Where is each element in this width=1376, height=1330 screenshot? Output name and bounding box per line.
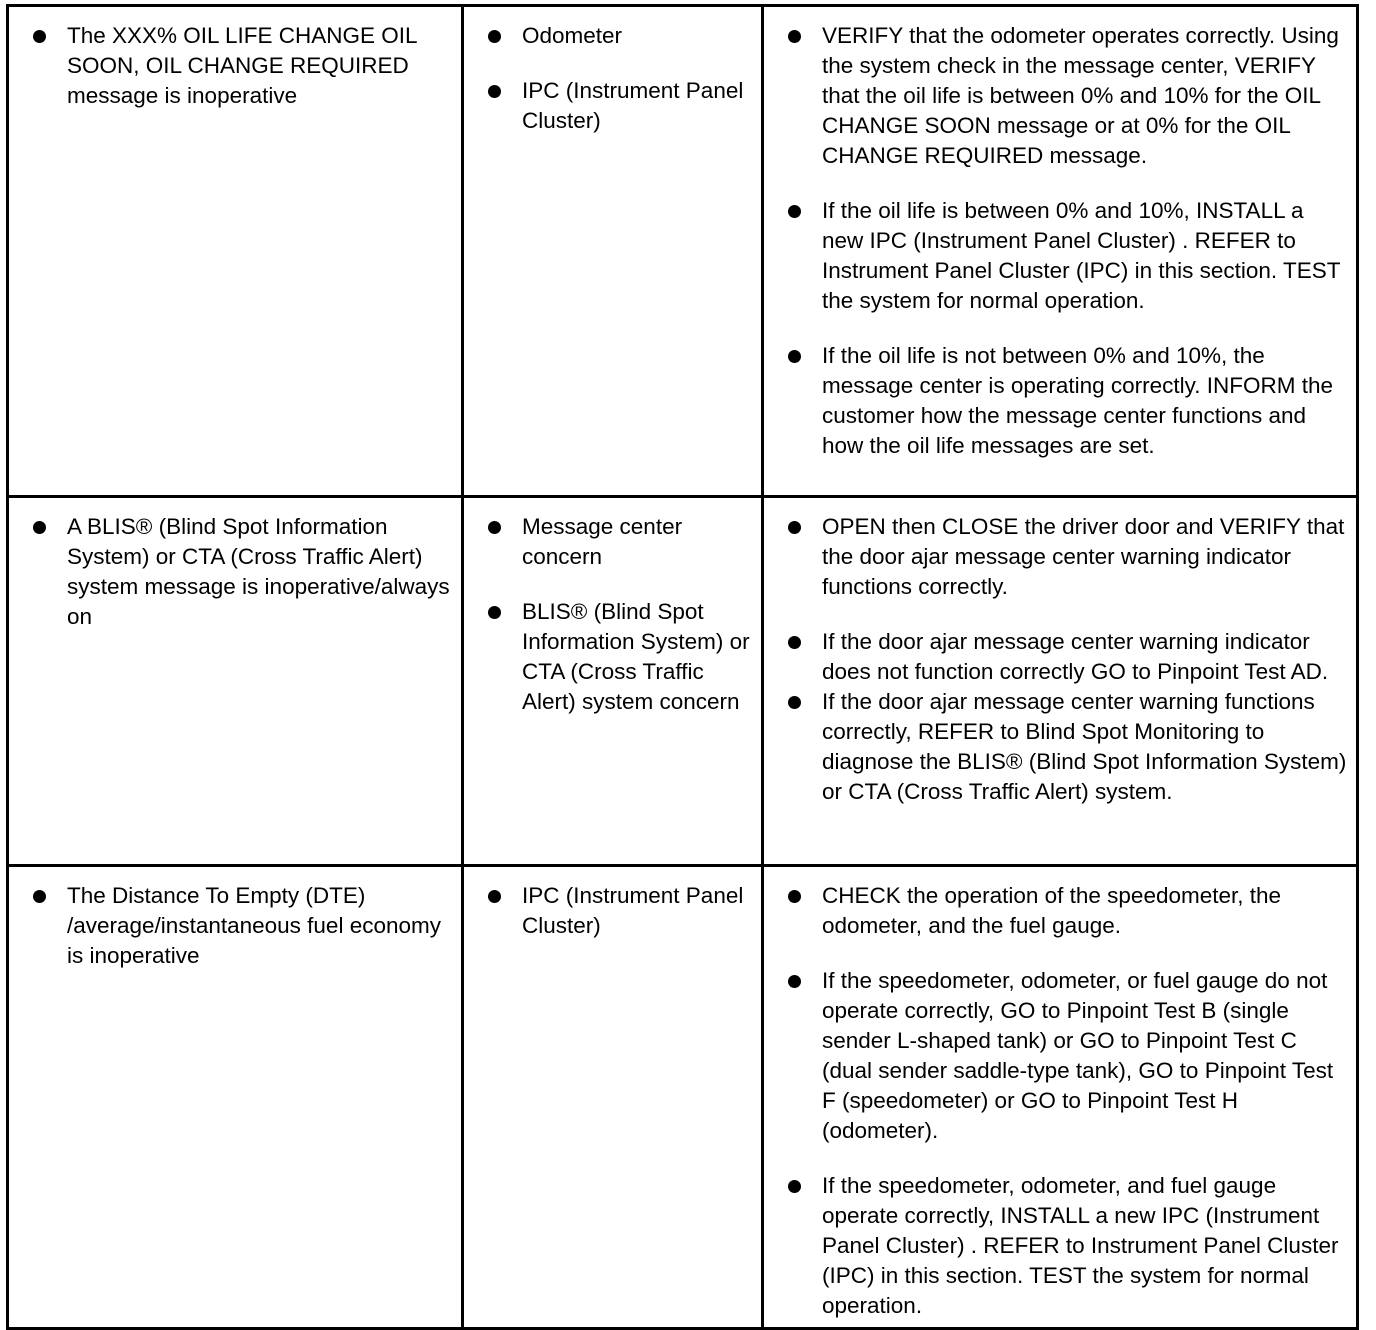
table-row bbox=[8, 497, 1358, 866]
source-item: Odometer bbox=[484, 21, 753, 51]
action-item: OPEN then CLOSE the driver door and VERIFY that the door ajar message center warning indicator functions correctly. bbox=[784, 512, 1348, 602]
action-item: If the oil life is not between 0% and 10%, the message center is operating correctly. INFORM the customer how the message center functions and how the oil life messages are set. bbox=[784, 341, 1348, 461]
action-item: If the oil life is between 0% and 10%, INSTALL a new IPC (Instrument Panel Cluster) . REFER to Instrument Panel Cluster (IPC) in this section. TEST the system for normal operation. bbox=[784, 196, 1348, 316]
action-item: VERIFY that the odometer operates correctly. Using the system check in the message center, VERIFY that the oil life is between 0% and 10% for the OIL CHANGE SOON message or at 0% for the OIL CHANGE REQUIRED message. bbox=[784, 21, 1348, 171]
condition-item: A BLIS® (Blind Spot Information System) or CTA (Cross Traffic Alert) system message is inoperative/always on bbox=[29, 512, 453, 632]
source-item: IPC (Instrument Panel Cluster) bbox=[484, 76, 753, 136]
source-cell bbox=[463, 6, 763, 497]
table-row bbox=[8, 866, 1358, 1329]
source-item: Message center concern bbox=[484, 512, 753, 572]
source-item: BLIS® (Blind Spot Information System) or CTA (Cross Traffic Alert) system concern bbox=[484, 597, 753, 717]
source-item: IPC (Instrument Panel Cluster) bbox=[484, 881, 753, 941]
condition-cell bbox=[8, 6, 463, 497]
symptom-chart-table bbox=[6, 4, 1359, 1330]
source-cell bbox=[463, 866, 763, 1329]
action-cell bbox=[763, 6, 1358, 497]
source-cell bbox=[463, 497, 763, 866]
action-item: If the door ajar message center warning functions correctly, REFER to Blind Spot Monitoring to diagnose the BLIS® (Blind Spot Information System) or CTA (Cross Traffic Alert) system. bbox=[784, 687, 1348, 807]
condition-cell bbox=[8, 497, 463, 866]
action-item: If the door ajar message center warning indicator does not function correctly GO to Pinpoint Test AD. bbox=[784, 627, 1348, 687]
action-cell bbox=[763, 497, 1358, 866]
condition-item: The XXX% OIL LIFE CHANGE OIL SOON, OIL CHANGE REQUIRED message is inoperative bbox=[29, 21, 453, 111]
action-item: If the speedometer, odometer, or fuel gauge do not operate correctly, GO to Pinpoint Test B (single sender L-shaped tank) or GO to Pinpoint Test C (dual sender saddle-type tank), GO to Pinpoint Test F (speedometer) or GO to Pinpoint Test H (odometer). bbox=[784, 966, 1348, 1146]
table-row bbox=[8, 6, 1358, 497]
condition-cell bbox=[8, 866, 463, 1329]
action-cell bbox=[763, 866, 1358, 1329]
condition-item: The Distance To Empty (DTE) /average/instantaneous fuel economy is inoperative bbox=[29, 881, 453, 971]
action-item: CHECK the operation of the speedometer, the odometer, and the fuel gauge. bbox=[784, 881, 1348, 941]
action-item: If the speedometer, odometer, and fuel gauge operate correctly, INSTALL a new IPC (Instrument Panel Cluster) . REFER to Instrument Panel Cluster (IPC) in this section. TEST the system for normal operation. bbox=[784, 1171, 1348, 1321]
